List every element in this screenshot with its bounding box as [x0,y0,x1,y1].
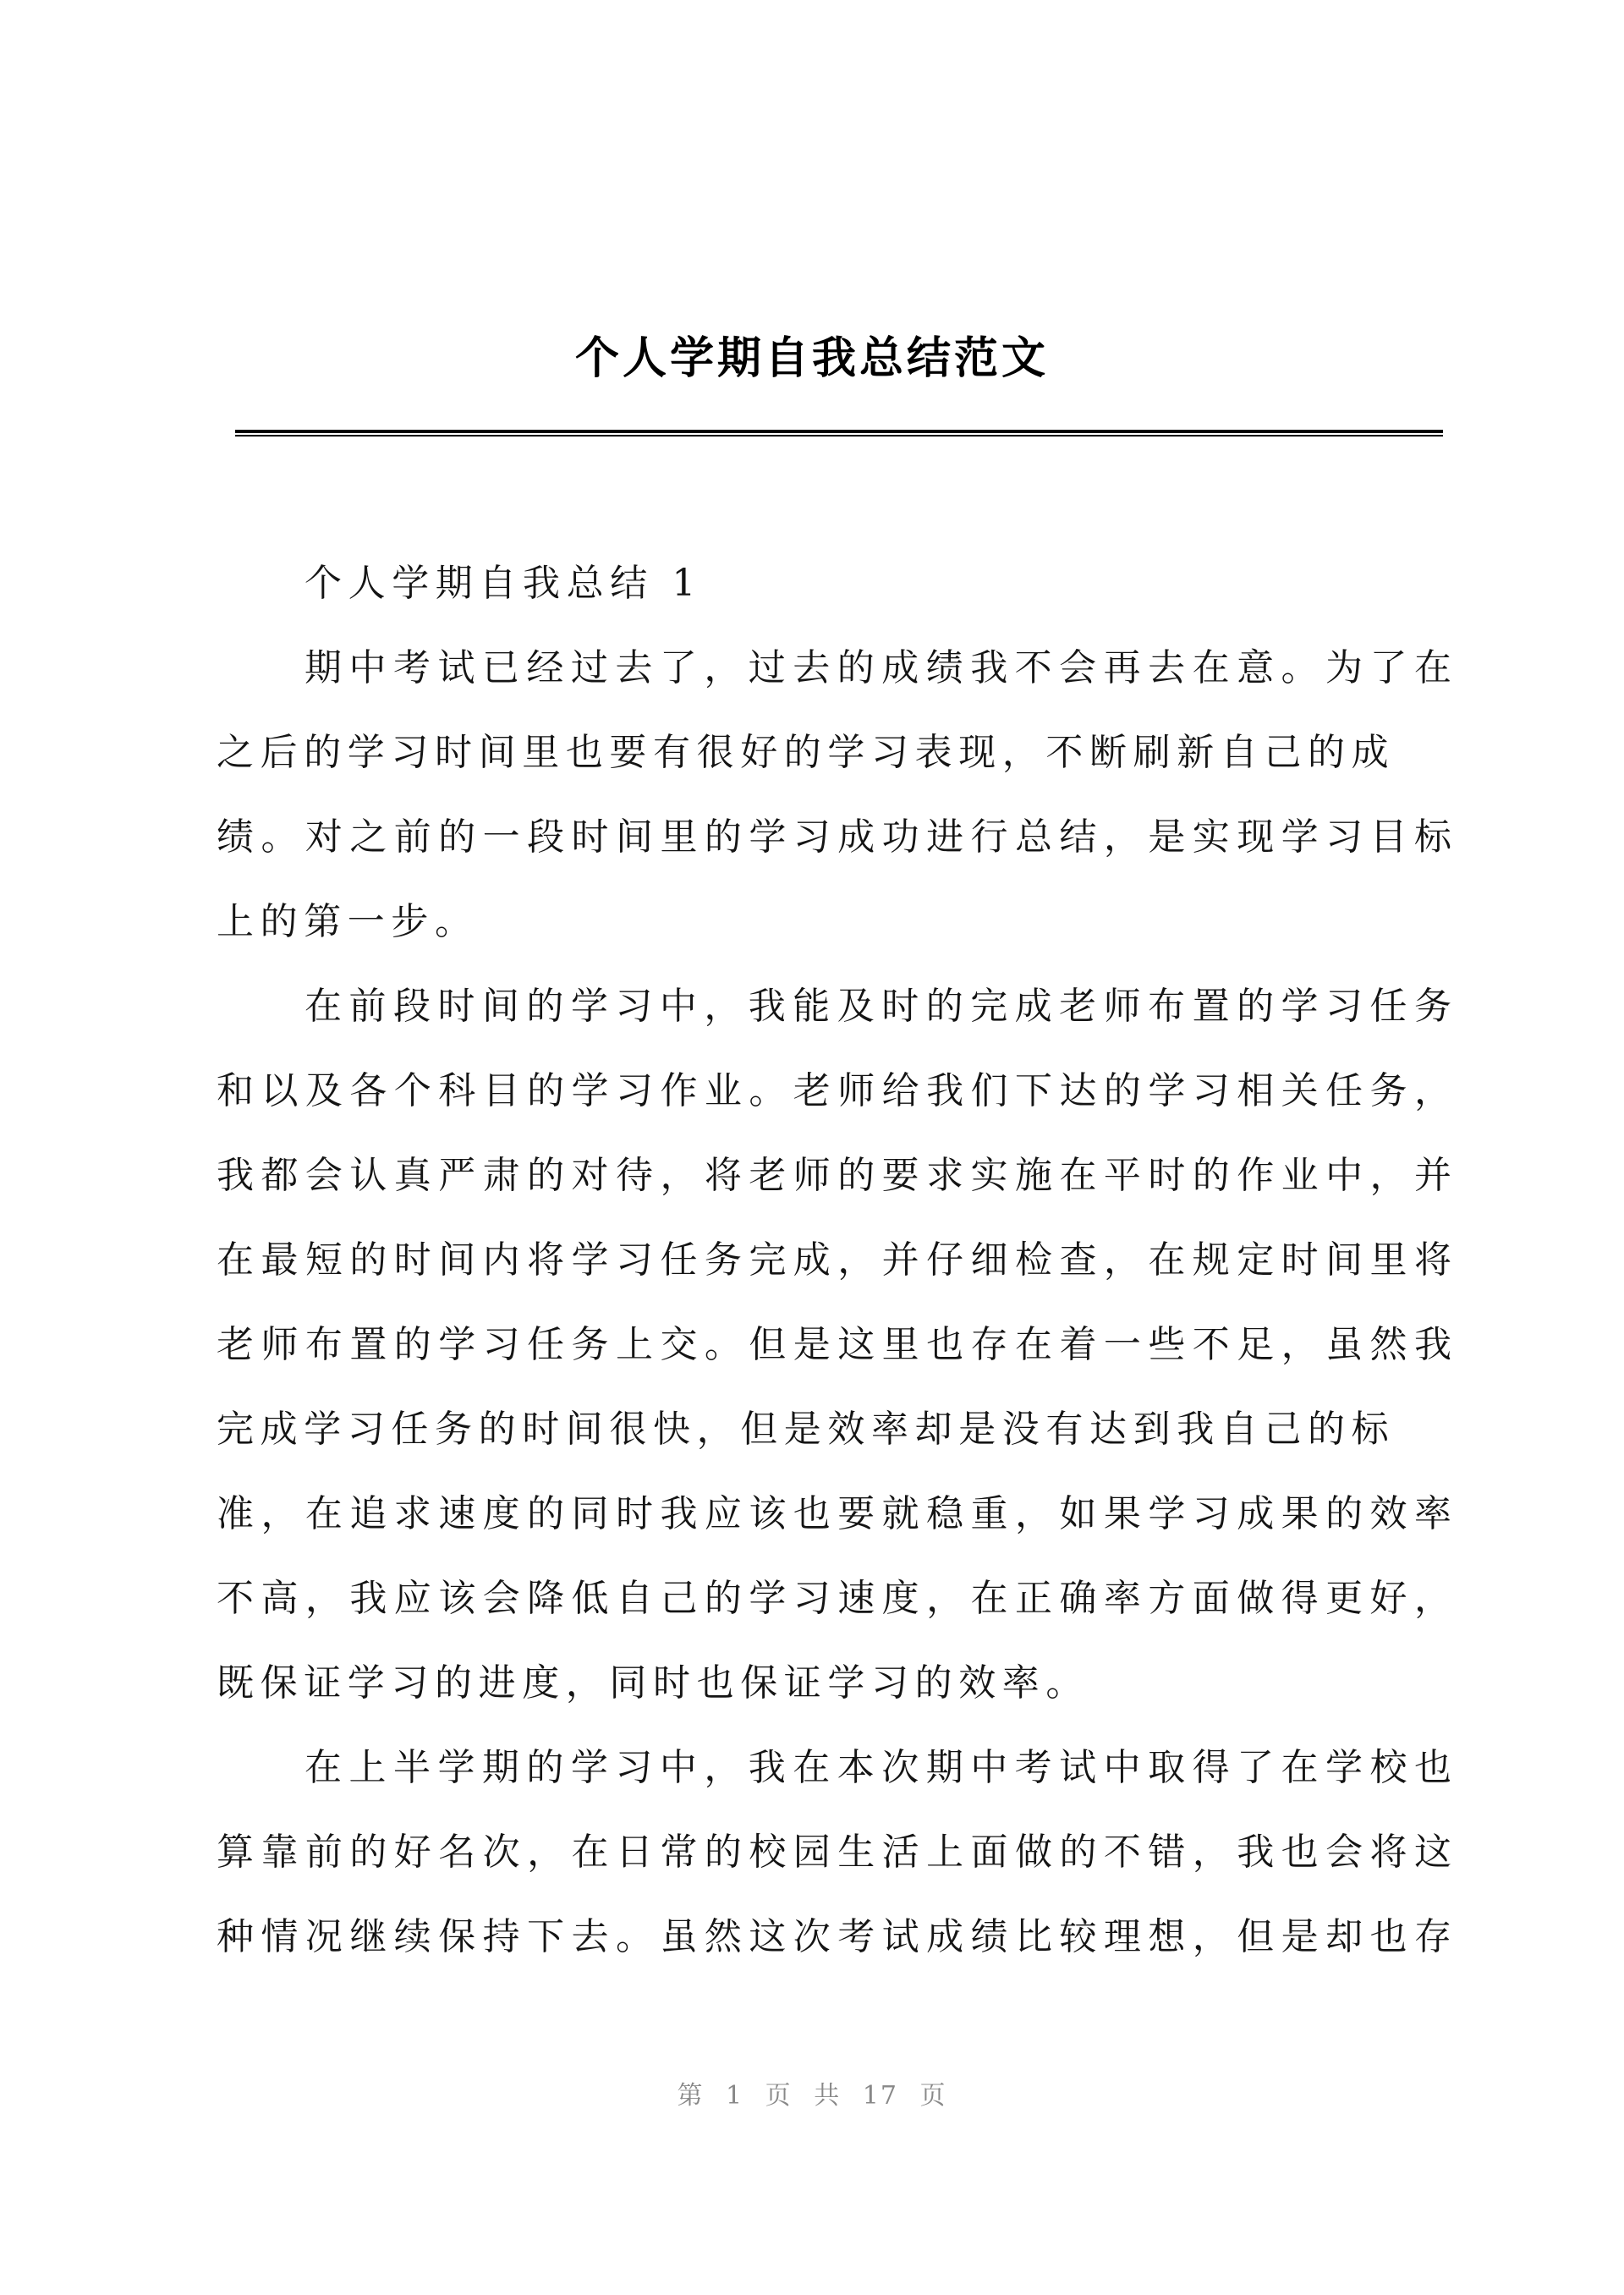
rule-thin-line [235,435,1443,436]
text-line: 在最短的时间内将学习任务完成，并仔细检查，在规定时间里将 [217,1238,1451,1282]
title-double-rule [235,430,1443,436]
page-footer [0,2079,1624,2113]
text-line: 绩。对之前的一段时间里的学习成功进行总结，是实现学习目标 [217,815,1451,859]
footer-prefix: 第 [677,2081,705,2111]
paragraph-lines [217,626,1451,1979]
text-line: 完成学习任务的时间很快，但是效率却是没有达到我自己的标 [217,1408,1396,1451]
text-line: 不高，我应该会降低自己的学习速度，在正确率方面做得更好， [217,1577,1451,1620]
text-line: 准，在追求速度的同时我应该也要就稳重，如果学习成果的效率 [217,1492,1451,1535]
text-line: 我都会认真严肃的对待，将老师的要求实施在平时的作业中，并 [217,1154,1451,1197]
text-line: 算靠前的好名次，在日常的校园生活上面做的不错，我也会将这 [217,1831,1451,1874]
text-line: 在上半学期的学习中，我在本次期中考试中取得了在学校也 [304,1746,1451,1789]
section-heading: 个人学期自我总结 1 [304,562,702,605]
text-line: 老师布置的学习任务上交。但是这里也存在着一些不足，虽然我 [217,1323,1451,1366]
text-line: 种情况继续保持下去。虽然这次考试成绩比较理想，但是却也存 [217,1915,1451,1958]
current-page-number: 1 [726,2081,744,2111]
text-line: 既保证学习的进度，同时也保证学习的效率。 [217,1661,1089,1705]
footer-suffix: 页 [919,2081,947,2111]
total-pages-number: 17 [862,2081,898,2111]
text-line: 上的第一步。 [217,900,479,943]
text-line: 期中考试已经过去了，过去的成绩我不会再去在意。为了在 [304,646,1451,689]
text-line: 和以及各个科目的学习作业。老师给我们下达的学习相关任务， [217,1069,1451,1112]
rule-thick-line [235,430,1443,433]
footer-mid: 页 共 [765,2081,842,2111]
document-body [217,541,1451,1979]
document-title: 个人学期自我总结范文 [574,333,1049,384]
text-line: 在前段时间的学习中，我能及时的完成老师布置的学习任务 [304,985,1451,1028]
text-line: 之后的学习时间里也要有很好的学习表现，不断刷新自己的成 [217,731,1396,774]
